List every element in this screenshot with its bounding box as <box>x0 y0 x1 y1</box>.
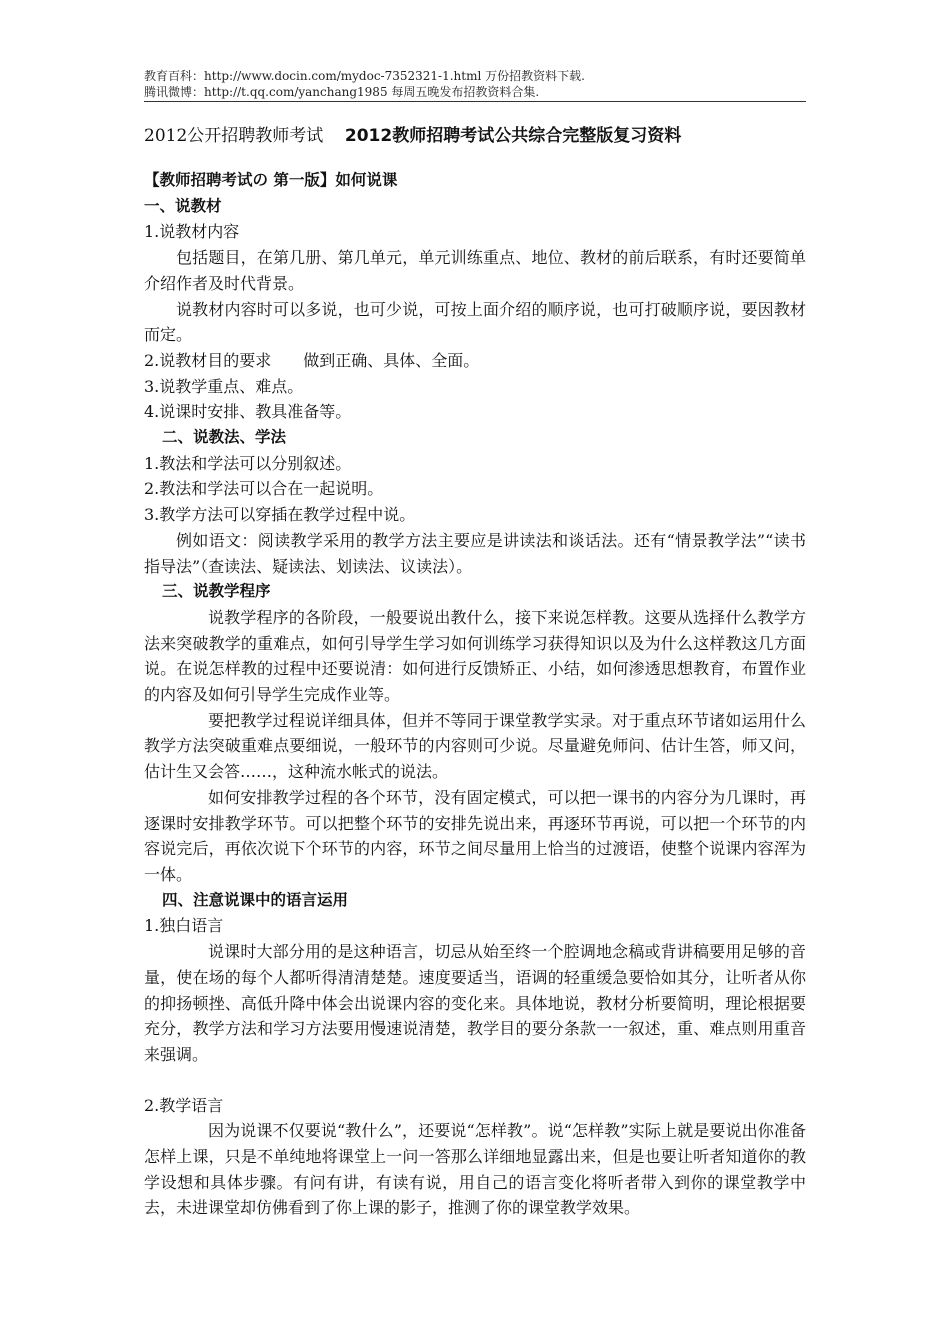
section-3-paragraph-2: 要把教学过程说详细具体，但并不等同于课堂教学实录。对于重点环节诸如运用什么教学方法突破重难点要细说，一般环节的内容则可少说。尽量避免师问、估计生答，师又问，估计生又会答……，这种流水帐式的说法。 <box>144 710 806 782</box>
title-main: 2012教师招聘考试公共综合完整版复习资料 <box>344 126 682 146</box>
document-body <box>144 122 806 1221</box>
section-1-title: 一、说教材 <box>144 196 222 215</box>
section-4-paragraph-1: 说课时大部分用的是这种语言，切忌从始至终一个腔调地念稿或背讲稿要用足够的音量，使在场的每个人都听得清清楚楚。速度要适当，语调的轻重缓急要恰如其分，让听者从你的抑扬顿挫、高低升降中体会出说课内容的变化来。具体地说，教材分析要简明，理论根据要充分，教学方法和学习方法要用慢速说清楚，教学目的要分条款一一叙述，重、难点则用重音来强调。 <box>144 942 806 1064</box>
section-3-paragraph-1: 说教学程序的各阶段，一般要说出教什么，接下来说怎样教。这要从选择什么教学方法来突破教学的重难点，如何引导学生学习如何训练学习获得知识以及为什么这样教这几方面说。在说怎样教的过程中还要说清：如何进行反馈矫正、小结，如何渗透思想教育，布置作业的内容及如何引导学生完成作业等。 <box>144 607 806 705</box>
section-2-item-3: 3.教学方法可以穿插在教学过程中说。 <box>144 505 416 525</box>
title-prefix: 2012公开招聘教师考试 <box>144 126 324 146</box>
section-2-item-2: 2.教法和学法可以合在一起说明。 <box>144 479 384 499</box>
header-line-docin: 教育百科：http://www.docin.com/mydoc-7352321-1.html 万份招教资料下载. <box>144 69 585 83</box>
section-2-paragraph-1: 例如语文：阅读教学采用的教学方法主要应是讲读法和谈话法。还有“情景教学法”“读书指导法”（查读法、疑读法、划读法、议读法）。 <box>144 530 806 576</box>
document-title <box>144 122 806 150</box>
section-3-title: 三、说教学程序 <box>162 582 271 601</box>
section-4-title: 四、注意说课中的语言运用 <box>162 890 349 909</box>
section-3-paragraph-3: 如何安排教学过程的各个环节，没有固定模式，可以把一课书的内容分为几课时，再逐课时安排教学环节。可以把整个环节的安排先说出来，再逐环节再说，可以把一个环节的内容说完后，再依次说下个环节的内容，环节之间尽量用上恰当的过渡语，使整个说课内容浑为一体。 <box>144 787 806 884</box>
section-4-paragraph-2: 因为说课不仅要说“教什么”，还要说“怎样教”。说“怎样教”实际上就是要说出你准备怎样上课，只是不单纯地将课堂上一问一答那么详细地显露出来，但是也要让听者知道你的教学设想和具体步骤。有问有讲，有读有说，用自己的语言变化将听者带入到你的课堂教学中去，未进课堂却仿佛看到了你上课的影子，推测了你的课堂教学效果。 <box>144 1121 806 1218</box>
header-divider <box>144 101 806 102</box>
section-2-item-1: 1.教法和学法可以分别叙述。 <box>144 453 352 473</box>
section-1-item-3: 3.说教学重点、难点。 <box>144 376 304 396</box>
section-1-item-2: 2.说教材目的要求 做到正确、具体、全面。 <box>144 350 480 370</box>
section-1-item-4: 4.说课时安排、教具准备等。 <box>144 402 352 422</box>
section-1-paragraph-1: 包括题目，在第几册、第几单元，单元训练重点、地位、教材的前后联系，有时还要简单介绍作者及时代背景。 <box>144 248 806 293</box>
section-1-item-1: 1.说教材内容 <box>144 222 240 242</box>
header-line-weibo: 腾讯微博：http://t.qq.com/yanchang1985 每周五晚发布招教资料合集. <box>144 85 540 99</box>
main-heading: 【教师招聘考试の 第一版】如何说课 <box>144 171 398 189</box>
blank-line <box>144 1068 806 1093</box>
section-1-paragraph-2: 说教材内容时可以多说，也可少说，可按上面介绍的顺序说，也可打破顺序说，要因教材而定。 <box>144 299 806 345</box>
section-4-item-2: 2.教学语言 <box>144 1095 224 1115</box>
section-4-item-1: 1.独白语言 <box>144 916 224 936</box>
section-2-title: 二、说教法、学法 <box>162 428 287 447</box>
